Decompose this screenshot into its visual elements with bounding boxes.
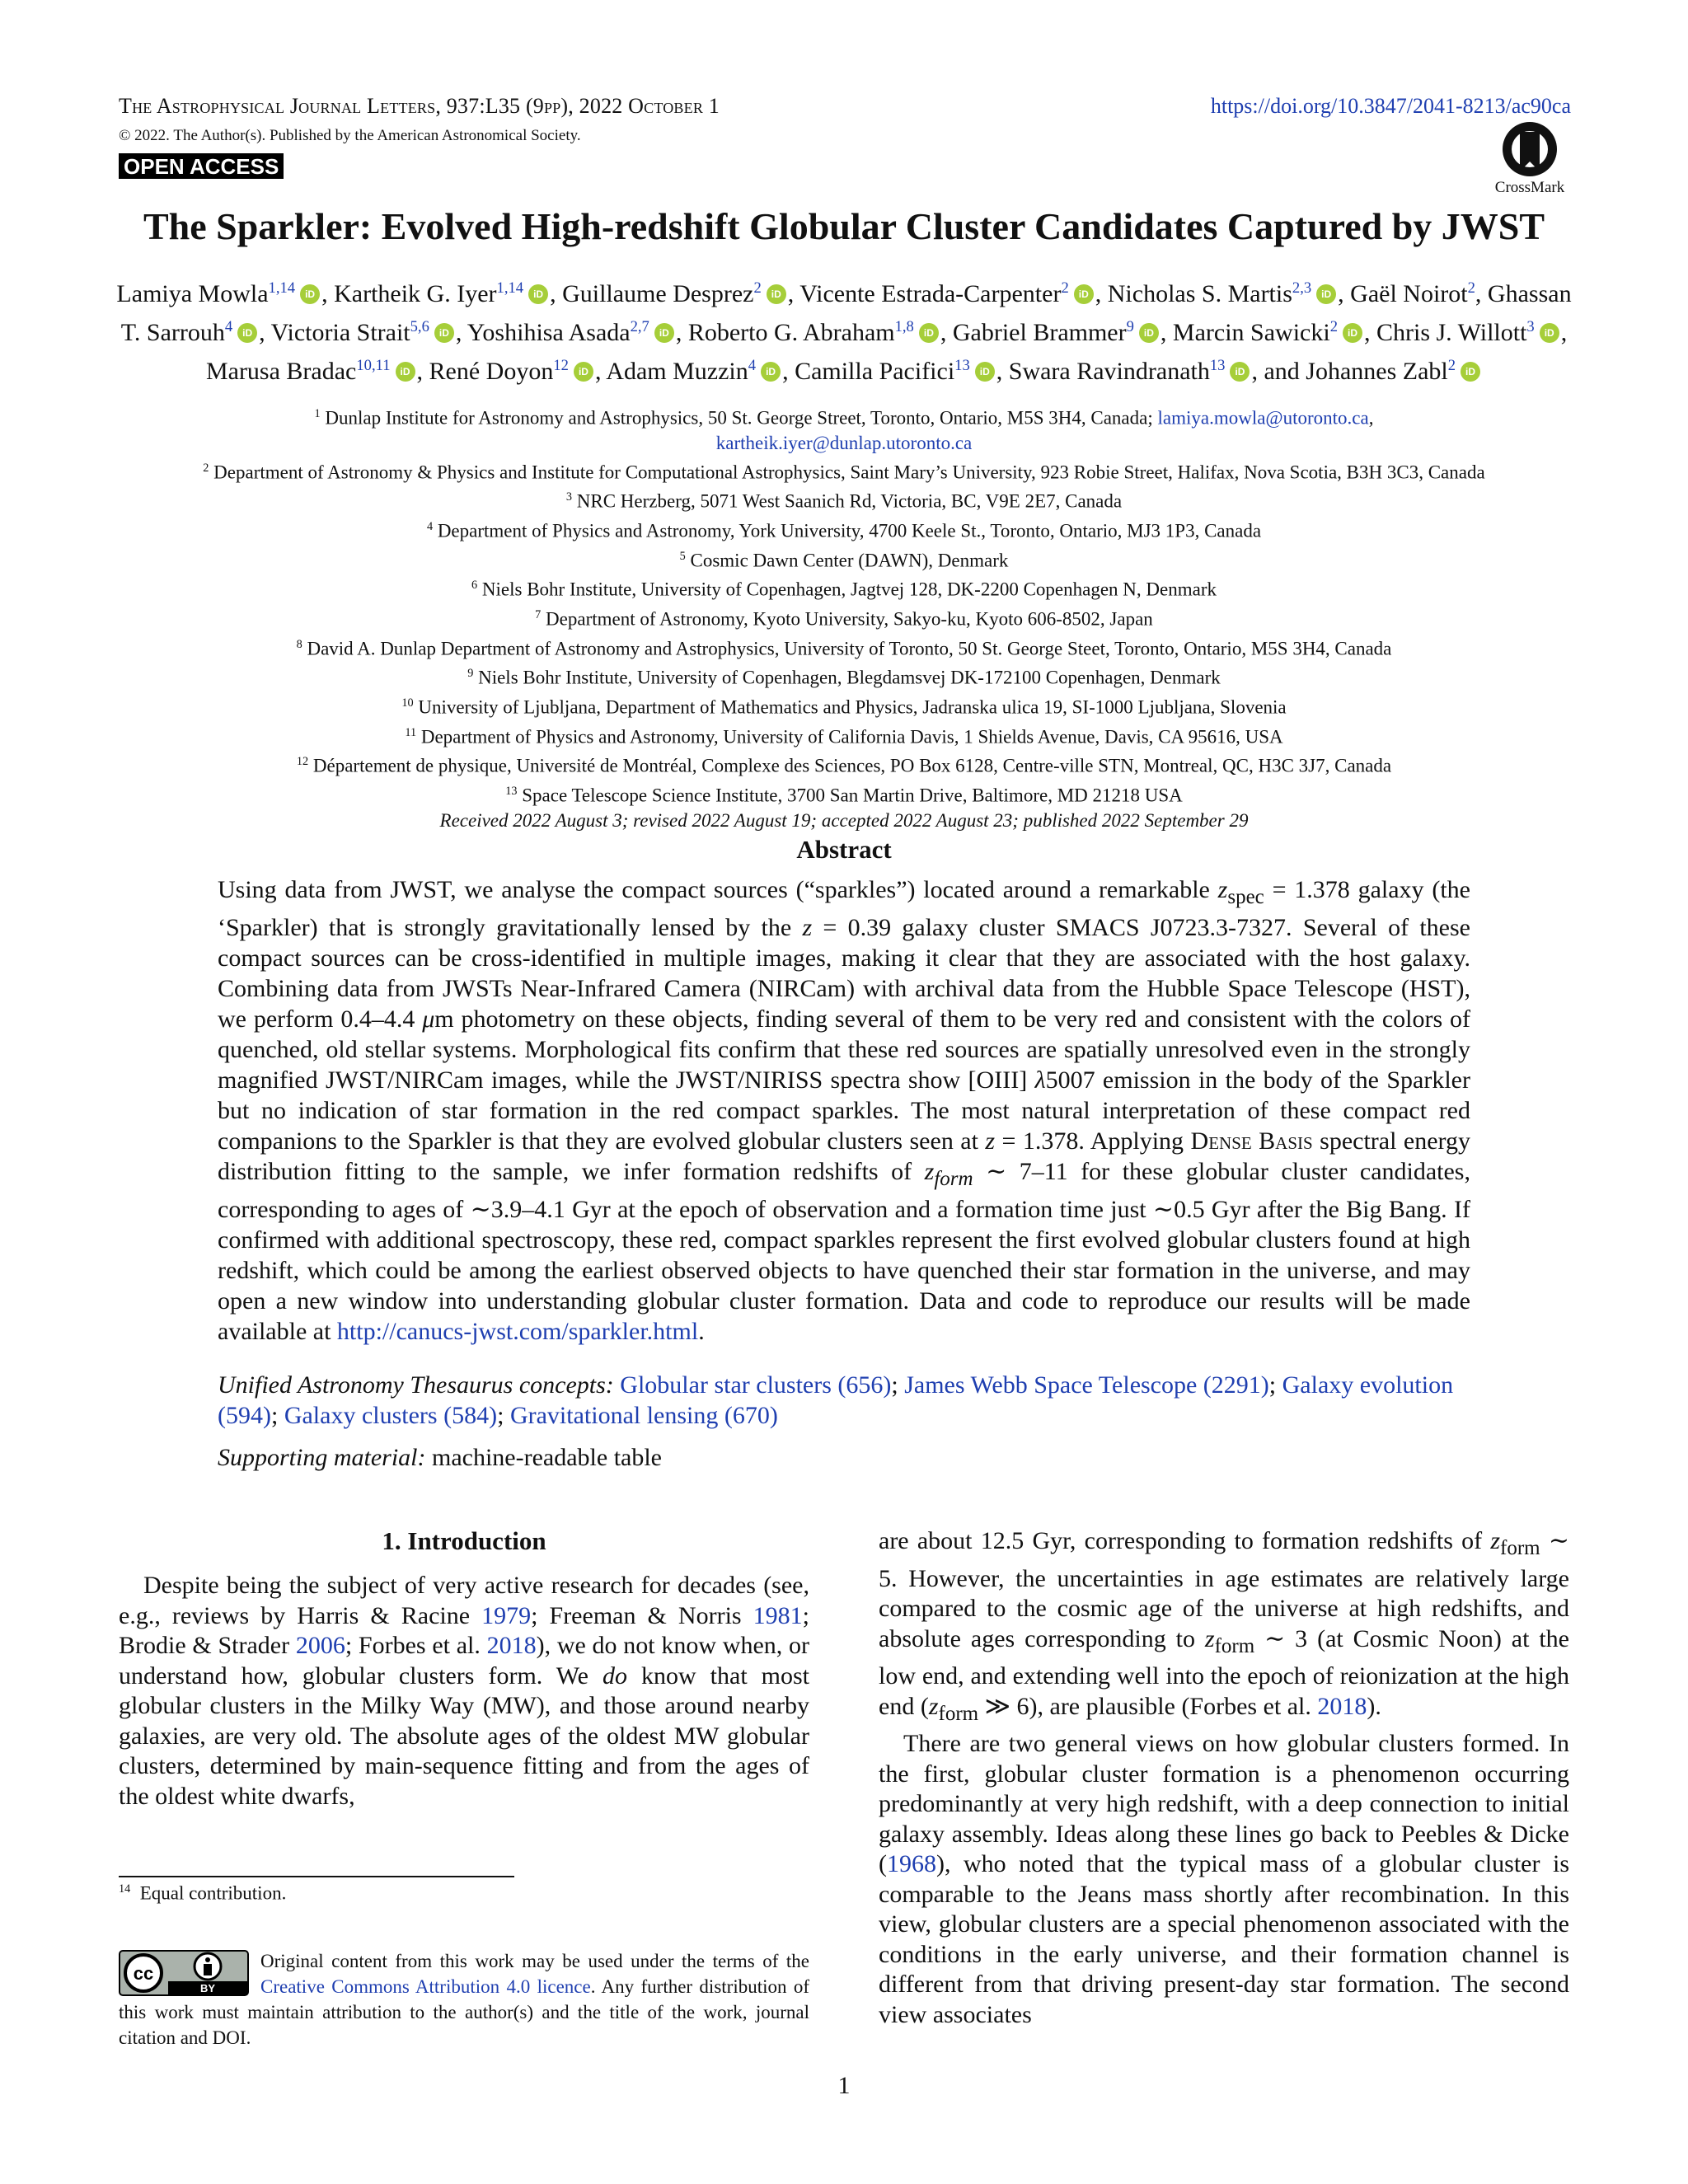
author-name: Lamiya Mowla [116,280,269,307]
affiliations [107,401,1581,833]
orcid-icon[interactable]: iD [1074,284,1094,304]
affiliation-13: $^{13}$ Space Telescope Science Institute, 3700 San Martin Drive, Baltimore, MD 21218 USA [505,784,1183,806]
crossmark-button[interactable] [1489,120,1571,197]
footnote: $^{14}$ Equal contribution. [119,1882,287,1904]
page-number: 1 [837,2072,851,2099]
orcid-icon[interactable]: iD [300,284,320,304]
author-affiliation-ref[interactable]: 1,8 [894,318,914,335]
crossmark-icon [1495,120,1564,178]
citation-link[interactable]: 2006 [295,1632,345,1659]
author-affiliation-ref[interactable]: 2 [1467,279,1475,297]
author-affiliation-ref[interactable]: 2,3 [1292,279,1312,297]
license-notice: cc BY Original content from this work may be used under the terms of the Creative Commons Attribution 4.0 licence. Any further distribution of this work must maintain attribution to the author(s) and the title of the work, journal citation and DOI. [119,1951,809,2048]
affiliation-10: $^{10}$ University of Ljubljana, Department of Mathematics and Physics, Jadranska ulica 19, SI-1000 Ljubljana, Slovenia [401,696,1287,718]
uat-concept-link[interactable]: Galaxy clusters (584) [284,1402,498,1429]
abstract-heading: Abstract [796,835,892,864]
author-affiliation-ref[interactable]: 2,7 [630,318,649,335]
intro-paragraph-2: There are two general views on how globular clusters formed. In the first, globular cluster formation is a phenomenon occurring predominantly at very high redshift, with a deep connection to initial galaxy assembly. Ideas along these lines go back to Peebles & Dicke (1968), who noted that the typical mass of a globular cluster is comparable to the Jeans mass shortly after recombination. In this view, globular clusters are a special phenomenon associated with the conditions in the early universe, and their formation channel is different from that driving present-day star formation. The second view associates [879,1730,1569,2028]
orcid-icon[interactable]: iD [1139,323,1159,343]
cc-license-link[interactable]: Creative Commons Attribution 4.0 licence [260,1976,591,1997]
author-affiliation-ref[interactable]: 13 [1209,357,1226,374]
author-name: Gaël Noirot [1350,280,1468,307]
footnote-rule [119,1876,514,1877]
uat-concept-link[interactable]: Galaxy evolution (594) [218,1371,1454,1429]
author-affiliation-ref[interactable]: 13 [954,357,970,374]
cc-by-license-icon[interactable] [119,1950,249,1996]
author-affiliation-ref[interactable]: 4 [748,357,757,374]
svg-text:BY: BY [199,1982,216,1994]
author-name: Marcin Sawicki [1172,319,1330,346]
paper-title: The Sparkler: Evolved High-redshift Globular Cluster Candidates Captured by JWST [143,205,1545,247]
orcid-icon[interactable]: iD [574,362,593,382]
author-name: Guillaume Desprez [562,280,754,307]
uat-concept-link[interactable]: Gravitational lensing (670) [509,1402,778,1429]
affiliation-1: $^1$ Dunlap Institute for Astronomy and Astrophysics, 50 St. George Street, Toronto, Ontario, M5S 3H4, Canada; lamiya.mowla@utoronto.ca, kartheik.iyer@dunlap.utoronto.ca [314,407,1374,453]
author-name: Gabriel Brammer [952,319,1127,346]
orcid-icon[interactable]: iD [975,362,995,382]
author-affiliation-ref[interactable]: 3 [1526,318,1535,335]
author-name: Nicholas S. Martis [1107,280,1292,307]
orcid-icon[interactable]: iD [767,284,786,304]
affiliation-5: $^5$ Cosmic Dawn Center (DAWN), Denmark [679,549,1009,571]
uat-concept-link[interactable]: James Webb Space Telescope (2291) [904,1371,1269,1399]
author-affiliation-ref[interactable]: 10,11 [356,357,391,374]
intro-paragraph-1-cont: are about 12.5 Gyr, corresponding to formation redshifts of $z_{form}$ ∼ 5. However, the uncertainties in age estimates are relatively large compared to the cosmic age of the universe at high redshifts, and absolute ages corresponding to $z_{form}$ ∼ 3 (at Cosmic Noon) at the low end, and extending well into the epoch of reionization at the high end ($z_{form}$ ≫ 6), are plausible (Forbes et al. 2018). [879,1527,1569,1725]
email-link[interactable]: kartheik.iyer@dunlap.utoronto.ca [715,432,973,453]
open-access-badge: OPEN ACCESS [119,153,284,179]
author-affiliation-ref[interactable]: 1,14 [496,279,524,297]
uat-concepts: Unified Astronomy Thesaurus concepts: Globular star clusters (656); James Webb Space Telescope (2291); Galaxy evolution (594); Galaxy clusters (584); Gravitational lensing (670) [218,1371,1454,1429]
author-affiliation-ref[interactable]: 2 [753,279,762,297]
author-list: Lamiya Mowla$^{1,14}$ iD , Kartheik G. Iyer$^{1,14}$ iD , Guillaume Desprez$^2$ iD , Vicente Estrada-Carpenter$^2$ iD , Nicholas S. Martis$^{2,3}$ iD , Gaël Noirot$^2$, Ghassan T. Sarrouh$^4$ iD , Victoria Strait$^{5,6}$ iD , Yoshihisa Asada$^{2,7}$ iD , Roberto G. Abraham$^{1,8}$ iD , Gabriel Brammer$^9$ iD , Marcin Sawicki$^2$ iD , Chris J. Willott$^3$ iD , Marusa Bradac$^{10,11}$ iD , René Doyon$^{12}$ iD , Adam Muzzin$^4$ iD , Camilla Pacifici$^{13}$ iD , Swara Ravindranath$^{13}$ iD , and Johannes Zabl$^2$ iD [116,279,1572,385]
citation-link[interactable]: 1981 [753,1601,803,1629]
author-affiliation-ref[interactable]: 5,6 [410,318,429,335]
svg-text:cc: cc [133,1963,154,1984]
author-name: Vicente Estrada-Carpenter [799,280,1062,307]
author-name: Camilla Pacifici [795,358,955,385]
affiliation-2: $^2$ Department of Astronomy & Physics and Institute for Computational Astrophysics, Saint Mary’s University, 923 Robie Street, Halifax, Nova Scotia, B3H 3C3, Canada [203,461,1485,483]
affiliation-6: $^6$ Niels Bohr Institute, University of Copenhagen, Jagtvej 128, DK-2200 Copenhagen N, Denmark [471,579,1217,600]
email-link[interactable]: lamiya.mowla@utoronto.ca [1157,407,1369,429]
uat-concept-link[interactable]: Globular star clusters (656) [620,1371,892,1399]
author-name: Chris J. Willott [1376,319,1527,346]
citation-link[interactable]: 2018 [486,1632,537,1659]
intro-right-column [879,1526,1569,2030]
intro-paragraph-1: Despite being the subject of very active research for decades (see, e.g., reviews by Harris & Racine 1979; Freeman & Norris 1981; Brodie & Strader 2006; Forbes et al. 2018), we do not know when, or understand how, globular clusters form. We do know that most globular clusters in the Milky Way (MW), and those around nearby galaxies, are very old. The absolute ages of the oldest MW globular clusters, determined by main-sequence fitting and from the ages of the oldest white dwarfs, [119,1572,810,1810]
affiliation-9: $^9$ Niels Bohr Institute, University of Copenhagen, Blegdamsvej DK-172100 Copenhagen, Denmark [467,667,1221,688]
copyright-line: © 2022. The Author(s). Published by the American Astronomical Society. [119,127,581,144]
orcid-icon[interactable]: iD [237,323,257,343]
orcid-icon[interactable]: iD [761,362,781,382]
crossmark-label: CrossMark [1494,179,1565,196]
abstract-text: Using data from JWST, we analyse the compact sources (“sparkles”) located around a remarkable $z_{spec} = 1.378$ galaxy (the ‘Sparkler) that is strongly gravitationally lensed by the z = 0.39 galaxy cluster SMACS J0723.3-7327. Several of these compact sources can be cross-identified in multiple images, making it clear that they are associated with the host galaxy. Combining data from JWSTs Near-Infrared Camera (NIRCam) with archival data from the Hubble Space Telescope (HST), we perform 0.4–4.4 μm photometry on these objects, finding several of them to be very red and consistent with the colors of quenched, old stellar systems. Morphological fits confirm that these red sources are spatially unresolved even in the strongly magnified JWST/NIRCam images, while the JWST/NIRISS spectra show [OIII] λ5007 emission in the body of the Sparkler but no indication of star formation in the red compact sparkles. The most natural interpretation of these compact red companions to the Sparkler is that they are evolved globular clusters seen at z = 1.378. Applying Dense Basis spectral energy distribution fitting to the sample, we infer formation redshifts of $z_{form}$ ∼ 7–11 for these globular cluster candidates, corresponding to ages of ∼3.9–4.1 Gyr at the epoch of observation and a formation time just ∼0.5 Gyr after the Big Bang. If confirmed with additional spectroscopy, these red, compact sparkles represent the first evolved globular clusters found at high redshift, which could be among the earliest observed objects to have quenched their star formation in the universe, and may open a new window into understanding globular cluster formation. Data and code to reproduce our results will be made available at http://canucs-jwst.com/sparkler.html. [218,876,1470,1345]
author-name: Victoria Strait [270,319,410,346]
author-affiliation-ref[interactable]: 9 [1126,318,1134,335]
orcid-icon[interactable]: iD [528,284,548,304]
orcid-icon[interactable]: iD [396,362,415,382]
author-name: Johannes Zabl [1306,358,1448,385]
author-name: Marusa Bradac [205,358,357,385]
orcid-icon[interactable]: iD [1461,362,1480,382]
affiliation-list [107,485,1581,808]
author-affiliation-ref[interactable]: 2 [1061,279,1069,297]
author-name: Ghassan T. Sarrouh [120,280,1572,346]
orcid-icon[interactable]: iD [1343,323,1362,343]
affiliation-3: $^3$ NRC Herzberg, 5071 West Saanich Rd, Victoria, BC, V9E 2E7, Canada [565,490,1123,512]
affiliation-8: $^8$ David A. Dunlap Department of Astronomy and Astrophysics, University of Toronto, 50 St. George Steet, Toronto, Ontario, M5S 3H4, Canada [296,637,1392,659]
author-affiliation-ref[interactable]: 1,14 [268,279,296,297]
citation-link[interactable]: 1968 [887,1850,936,1877]
author-name: Kartheik G. Iyer [334,280,497,307]
author-name: Adam Muzzin [606,358,748,385]
author-affiliation-ref[interactable]: 4 [224,318,233,335]
doi-link[interactable]: https://doi.org/10.3847/2041-8213/ac90ca [1210,94,1571,118]
orcid-icon[interactable]: iD [1316,284,1336,304]
author-affiliation-ref[interactable]: 2 [1447,357,1456,374]
orcid-icon[interactable]: iD [1540,323,1559,343]
author-name: Swara Ravindranath [1008,358,1210,385]
affiliation-12: $^{12}$ Département de physique, Université de Montréal, Complexe des Sciences, PO Box 6128, Centre-ville STN, Montreal, QC, H3C 3J7, Canada [296,755,1392,776]
citation-link[interactable]: 1979 [481,1601,532,1629]
author-name: Roberto G. Abraham [687,319,895,346]
author-affiliation-ref[interactable]: 2 [1329,318,1338,335]
data-url-link[interactable]: http://canucs-jwst.com/sparkler.html [336,1318,699,1345]
orcid-icon[interactable]: iD [434,323,454,343]
supporting-material: Supporting material: machine-readable table [218,1444,662,1471]
publication-dates: Received 2022 August 3; revised 2022 August 19; accepted 2022 August 23; published 2022 September 29 [439,809,1249,831]
affiliation-7: $^7$ Department of Astronomy, Kyoto University, Sakyo-ku, Kyoto 606-8502, Japan [535,607,1153,630]
orcid-icon[interactable]: iD [654,323,674,343]
citation-link[interactable]: 2018 [1317,1692,1367,1720]
orcid-icon[interactable]: iD [919,323,939,343]
affiliation-4: $^4$ Department of Physics and Astronomy, York University, 4700 Keele St., Toronto, Ontario, MJ3 1P3, Canada [426,519,1262,541]
affiliation-11: $^{11}$ Department of Physics and Astronomy, University of California Davis, 1 Shields Avenue, Davis, CA 95616, USA [405,725,1283,748]
section-heading: 1. Introduction [382,1526,546,1555]
author-affiliation-ref[interactable]: 12 [553,357,569,374]
orcid-icon[interactable]: iD [1230,362,1250,382]
author-name: Yoshihisa Asada [467,319,631,346]
journal-citation: The Astrophysical Journal Letters, 937:L35 (9pp), 2022 October 1 [119,94,720,118]
author-name: René Doyon [429,358,554,385]
